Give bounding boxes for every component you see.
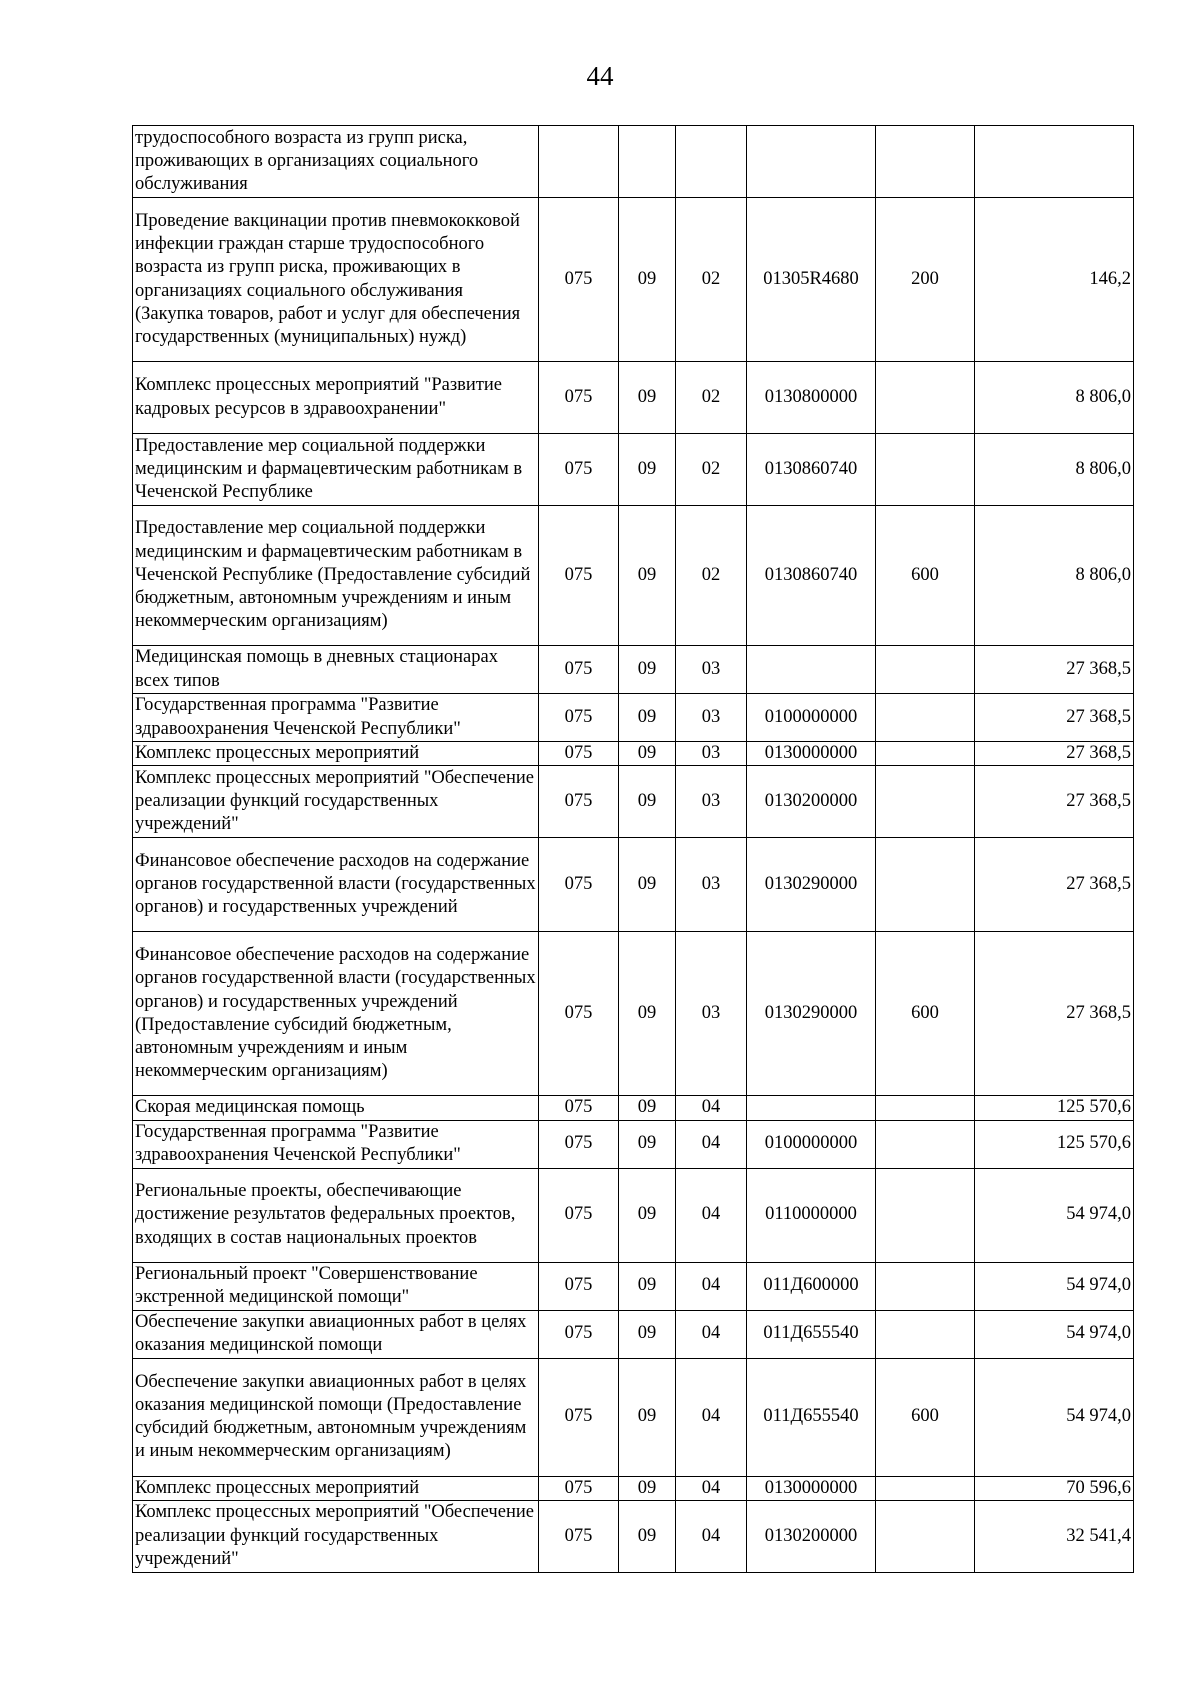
section-code: 09 [619,694,676,742]
target-item-code [747,126,876,198]
amount: 54 974,0 [975,1358,1134,1476]
amount: 54 974,0 [975,1168,1134,1262]
section-code: 09 [619,362,676,434]
row-name: Проведение вакцинации против пневмококковой инфекции граждан старше трудоспособного возраста из групп риска, проживающих в организациях социального обслуживания (Закупка товаров, работ и услуг для обеспечения государственных (муниципальных) нужд) [133,198,539,362]
row-name: Медицинская помощь в дневных стационарах всех типов [133,646,539,694]
expense-type-code [876,694,975,742]
section-code: 09 [619,1262,676,1310]
amount: 27 368,5 [975,742,1134,766]
row-name: Комплекс процессных мероприятий "Развитие кадровых ресурсов в здравоохранении" [133,362,539,434]
amount: 146,2 [975,198,1134,362]
ministry-code: 075 [539,694,619,742]
amount: 70 596,6 [975,1476,1134,1500]
expense-type-code [876,126,975,198]
subsection-code: 04 [676,1476,747,1500]
expense-type-code [876,1262,975,1310]
expense-type-code [876,838,975,932]
subsection-code: 03 [676,838,747,932]
section-code: 09 [619,1358,676,1476]
amount: 27 368,5 [975,932,1134,1096]
expense-type-code [876,766,975,838]
expense-type-code [876,1310,975,1358]
target-item-code: 0130290000 [747,932,876,1096]
table-row [133,126,1134,198]
row-name: Региональный проект "Совершенствование экстренной медицинской помощи" [133,1262,539,1310]
table-row [133,1168,1134,1262]
row-name: Финансовое обеспечение расходов на содержание органов государственной власти (государственных органов) и государственных учреждений (Предоставление субсидий бюджетным, автономным учреждениям и иным некоммерческим организациям) [133,932,539,1096]
row-name: трудоспособного возраста из групп риска, проживающих в организациях социального обслуживания [133,126,539,198]
subsection-code: 04 [676,1310,747,1358]
table-row [133,1310,1134,1358]
row-name: Обеспечение закупки авиационных работ в целях оказания медицинской помощи [133,1310,539,1358]
table-row [133,1096,1134,1120]
amount: 27 368,5 [975,838,1134,932]
ministry-code: 075 [539,362,619,434]
table-row [133,362,1134,434]
subsection-code: 03 [676,932,747,1096]
subsection-code: 02 [676,434,747,506]
row-name: Обеспечение закупки авиационных работ в целях оказания медицинской помощи (Предоставление субсидий бюджетным, автономным учреждениям и иным некоммерческим организациям) [133,1358,539,1476]
subsection-code: 04 [676,1096,747,1120]
ministry-code: 075 [539,1168,619,1262]
row-name: Предоставление мер социальной поддержки медицинским и фармацевтическим работникам в Чеченской Республике [133,434,539,506]
table-row [133,932,1134,1096]
subsection-code: 02 [676,362,747,434]
table-row [133,742,1134,766]
section-code: 09 [619,198,676,362]
ministry-code: 075 [539,646,619,694]
row-name: Региональные проекты, обеспечивающие достижение результатов федеральных проектов, входящих в состав национальных проектов [133,1168,539,1262]
section-code: 09 [619,1096,676,1120]
expense-type-code [876,1096,975,1120]
expense-type-code: 600 [876,506,975,646]
expense-type-code [876,742,975,766]
amount: 27 368,5 [975,646,1134,694]
expense-type-code: 600 [876,1358,975,1476]
table-row [133,1500,1134,1572]
subsection-code: 03 [676,742,747,766]
subsection-code [676,126,747,198]
row-name: Государственная программа "Развитие здравоохранения Чеченской Республики" [133,694,539,742]
target-item-code: 0130200000 [747,1500,876,1572]
table-row [133,1358,1134,1476]
section-code: 09 [619,742,676,766]
row-name: Скорая медицинская помощь [133,1096,539,1120]
section-code: 09 [619,1476,676,1500]
ministry-code: 075 [539,1358,619,1476]
subsection-code: 03 [676,694,747,742]
amount: 32 541,4 [975,1500,1134,1572]
ministry-code: 075 [539,506,619,646]
table-row [133,506,1134,646]
budget-table [132,125,1134,1573]
expense-type-code: 600 [876,932,975,1096]
subsection-code: 04 [676,1500,747,1572]
expense-type-code: 200 [876,198,975,362]
amount: 125 570,6 [975,1120,1134,1168]
subsection-code: 04 [676,1168,747,1262]
table-row [133,198,1134,362]
table-row [133,646,1134,694]
target-item-code: 011Д655540 [747,1358,876,1476]
ministry-code: 075 [539,1262,619,1310]
section-code [619,126,676,198]
target-item-code: 0130000000 [747,1476,876,1500]
section-code: 09 [619,838,676,932]
expense-type-code [876,1168,975,1262]
subsection-code: 04 [676,1262,747,1310]
section-code: 09 [619,434,676,506]
row-name: Комплекс процессных мероприятий [133,1476,539,1500]
section-code: 09 [619,506,676,646]
ministry-code: 075 [539,766,619,838]
subsection-code: 02 [676,198,747,362]
ministry-code: 075 [539,1096,619,1120]
ministry-code: 075 [539,1310,619,1358]
amount: 54 974,0 [975,1310,1134,1358]
target-item-code: 0100000000 [747,1120,876,1168]
ministry-code: 075 [539,1476,619,1500]
target-item-code: 0130200000 [747,766,876,838]
ministry-code: 075 [539,838,619,932]
expense-type-code [876,646,975,694]
row-name: Комплекс процессных мероприятий "Обеспечение реализации функций государственных учреждений" [133,1500,539,1572]
target-item-code: 011Д655540 [747,1310,876,1358]
target-item-code: 0100000000 [747,694,876,742]
expense-type-code [876,1120,975,1168]
row-name: Предоставление мер социальной поддержки медицинским и фармацевтическим работникам в Чеченской Республике (Предоставление субсидий бюджетным, автономным учреждениям и иным некоммерческим организациям) [133,506,539,646]
section-code: 09 [619,1120,676,1168]
target-item-code: 0130000000 [747,742,876,766]
target-item-code: 011Д600000 [747,1262,876,1310]
amount: 8 806,0 [975,362,1134,434]
section-code: 09 [619,1500,676,1572]
expense-type-code [876,362,975,434]
table-row [133,766,1134,838]
subsection-code: 03 [676,766,747,838]
row-name: Комплекс процессных мероприятий [133,742,539,766]
target-item-code [747,1096,876,1120]
page-number: 44 [586,61,614,91]
table-row [133,694,1134,742]
section-code: 09 [619,932,676,1096]
target-item-code: 0130860740 [747,434,876,506]
target-item-code: 0110000000 [747,1168,876,1262]
subsection-code: 02 [676,506,747,646]
table-row [133,434,1134,506]
amount: 125 570,6 [975,1096,1134,1120]
subsection-code: 04 [676,1120,747,1168]
amount: 27 368,5 [975,766,1134,838]
target-item-code: 0130860740 [747,506,876,646]
ministry-code: 075 [539,1120,619,1168]
ministry-code: 075 [539,1500,619,1572]
row-name: Комплекс процессных мероприятий "Обеспечение реализации функций государственных учреждений" [133,766,539,838]
ministry-code: 075 [539,932,619,1096]
ministry-code: 075 [539,742,619,766]
subsection-code: 04 [676,1358,747,1476]
expense-type-code [876,1500,975,1572]
row-name: Государственная программа "Развитие здравоохранения Чеченской Республики" [133,1120,539,1168]
ministry-code: 075 [539,198,619,362]
expense-type-code [876,1476,975,1500]
amount: 8 806,0 [975,506,1134,646]
target-item-code: 0130290000 [747,838,876,932]
subsection-code: 03 [676,646,747,694]
section-code: 09 [619,646,676,694]
amount: 27 368,5 [975,694,1134,742]
target-item-code: 01305R4680 [747,198,876,362]
expense-type-code [876,434,975,506]
row-name: Финансовое обеспечение расходов на содержание органов государственной власти (государственных органов) и государственных учреждений [133,838,539,932]
table-row [133,1476,1134,1500]
table-row [133,1120,1134,1168]
section-code: 09 [619,1310,676,1358]
amount: 8 806,0 [975,434,1134,506]
amount [975,126,1134,198]
table-row [133,838,1134,932]
amount: 54 974,0 [975,1262,1134,1310]
target-item-code [747,646,876,694]
ministry-code [539,126,619,198]
table-row [133,1262,1134,1310]
section-code: 09 [619,1168,676,1262]
section-code: 09 [619,766,676,838]
target-item-code: 0130800000 [747,362,876,434]
ministry-code: 075 [539,434,619,506]
